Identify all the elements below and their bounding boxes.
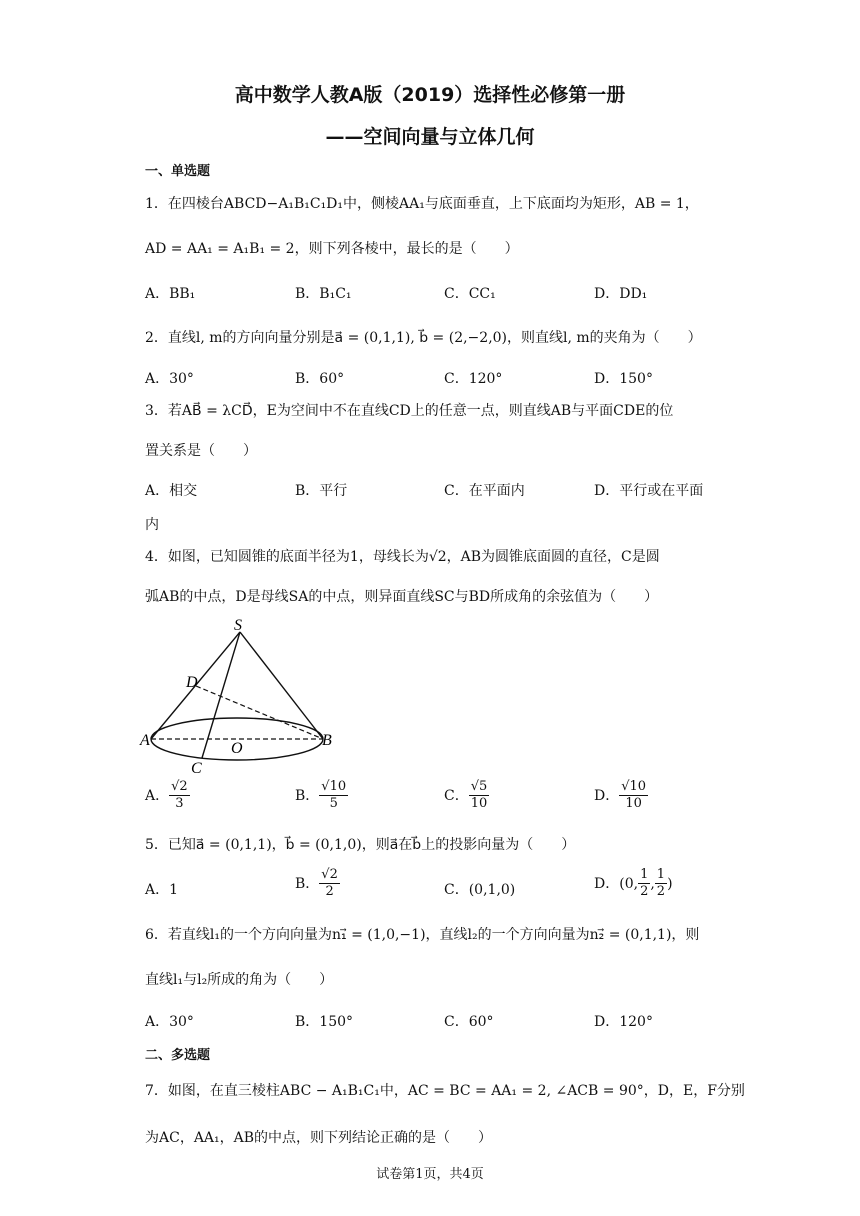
question-3-line2: 置关系是（ ） [145, 443, 257, 459]
q3-option-d: D．平行或在平面 [594, 483, 704, 499]
q4-option-a: A． $\frac{√2}{3}$ [145, 779, 188, 812]
label-a: A [140, 732, 150, 749]
q3-option-a: A．相交 [145, 483, 198, 499]
q1-option-b: B．B₁C₁ [295, 286, 352, 302]
q4-option-b: B． $\frac{√10}{5}$ [295, 779, 347, 812]
q2-option-a: A．30° [145, 371, 194, 387]
q2-option-d: D．150° [594, 371, 653, 387]
question-1-line1: 1．在四棱台ABCD−A₁B₁C₁D₁中，侧棱AA₁与底面垂直，上下底面均为矩形，AB = 1， [145, 196, 699, 212]
question-6-line1: 6．若直线l₁的一个方向向量为n₁⃗ = (1,0,−1)，直线l₂的一个方向向量为n₂⃗ = (0,1,1)，则 [145, 927, 700, 943]
q1-option-c: C．CC₁ [444, 286, 496, 302]
q5-option-d: D．(0, $\frac{1}{2}$ , $\frac{1}{2}$ ) [594, 867, 673, 900]
page-title: 高中数学人教A版（2019）选择性必修第一册 [234, 84, 626, 106]
question-4-line2: 弧AB的中点，D是母线SA的中点，则异面直线SC与BD所成角的余弦值为（ ） [145, 589, 659, 605]
question-4-line1: 4．如图，已知圆锥的底面半径为1，母线长为√2，AB为圆锥底面圆的直径，C是圆 [145, 549, 660, 565]
label-s: S [234, 617, 242, 634]
q6-option-c: C．60° [444, 1014, 494, 1030]
question-2-line1: 2．直线l, m的方向向量分别是a⃗ = (0,1,1), b⃗ = (2,−2,0)，则直线l, m的夹角为（ ） [145, 330, 702, 346]
label-b: B [322, 732, 332, 749]
q4-option-d: D． $\frac{√10}{10}$ [594, 779, 647, 812]
label-d: D [186, 674, 198, 691]
q3-option-b: B．平行 [295, 483, 348, 499]
q1-option-a: A．BB₁ [145, 286, 196, 302]
page-subtitle: ——空间向量与立体几何 [325, 126, 535, 148]
q5-option-b: B． $\frac{√2}{2}$ [295, 867, 338, 900]
q6-option-a: A．30° [145, 1014, 194, 1030]
q4-option-c: C． $\frac{√5}{10}$ [444, 779, 488, 812]
label-c: C [191, 760, 202, 776]
cone-figure [138, 614, 348, 776]
section-heading-multi: 二、多选题 [145, 1048, 211, 1063]
q6-option-d: D．120° [594, 1014, 653, 1030]
question-7-line2: 为AC，AA₁，AB的中点，则下列结论正确的是（ ） [145, 1130, 493, 1146]
question-3-line1: 3．若AB⃗ = λCD⃗，E为空间中不在直线CD上的任意一点，则直线AB与平面CDE的位 [145, 403, 674, 419]
label-o: O [231, 740, 243, 757]
question-7-line1: 7．如图，在直三棱柱ABC − A₁B₁C₁中，AC = BC = AA₁ = 2, ∠ACB = 90°，D，E，F分别 [145, 1083, 745, 1099]
q5-option-a: A．1 [145, 882, 179, 898]
question-5-line1: 5．已知a⃗ = (0,1,1)，b⃗ = (0,1,0)，则a⃗在b⃗上的投影向量为（ ） [145, 837, 576, 853]
q6-option-b: B．150° [295, 1014, 354, 1030]
q3-option-c: C．在平面内 [444, 483, 525, 499]
section-heading-single: 一、单选题 [145, 164, 211, 179]
q1-option-d: D．DD₁ [594, 286, 648, 302]
q2-option-b: B．60° [295, 371, 345, 387]
q5-option-c: C．(0,1,0) [444, 882, 516, 898]
question-6-line2: 直线l₁与l₂所成的角为（ ） [145, 972, 334, 988]
question-1-line2: AD = AA₁ = A₁B₁ = 2，则下列各棱中，最长的是（ ） [145, 241, 519, 257]
page-footer: 试卷第1页，共4页 [376, 1167, 484, 1182]
q3-option-d-wrap: 内 [145, 517, 159, 533]
q2-option-c: C．120° [444, 371, 503, 387]
